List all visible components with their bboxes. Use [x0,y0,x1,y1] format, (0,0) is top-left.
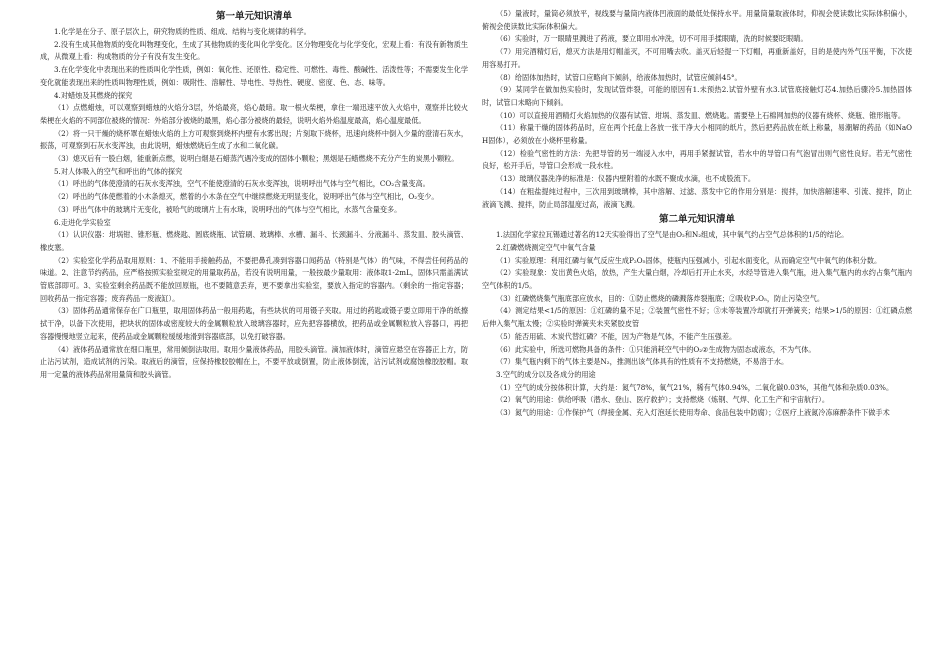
paragraph: （5）量液时，量筒必须放平，视线要与量筒内液体凹液面的最低处保持水平。用量筒量取液体时，仰视会使读数比实际体积偏小，俯视会使读数比实际体积偏大。 [482,9,912,31]
unit-two-title: 第二单元知识清单 [658,214,735,226]
paragraph: 5.对人体吸入的空气和呼出的气体的探究 [54,166,183,176]
paragraph: 1.法国化学家拉瓦锡通过著名的12天实验得出了空气是由O₂和N₂组成，其中氧气约占空气总体积的1/5的结论。 [496,230,849,240]
paragraph: （5）能否用硫、木炭代替红磷？不能，因为产物是气体，不能产生压强差。 [496,331,737,341]
paragraph: （6）实验时，万一眼睛里溅进了药液，要立即用水冲洗，切不可用手揉眼睛，洗的时候要眨眼睛。 [496,34,808,44]
paragraph: （3）氮气的用途：①作保护气（焊接金属、充入灯泡延长使用寿命、食品包装中防腐）；②医疗上液氮冷冻麻醉条件下做手术 [496,408,890,418]
paragraph: （8）给固体加热时，试管口应略向下倾斜，给液体加热时，试管应倾斜45°。 [496,72,742,82]
paragraph: （14）在粗盐提纯过程中，三次用到玻璃棒，其中溶解、过滤、蒸发中它的作用分别是：搅拌，加快溶解速率、引流、搅拌，防止液滴飞溅、搅拌，防止局部温度过高，液滴飞溅。 [482,186,912,209]
paragraph: （6）此实验中，所选可燃物具备的条件：①只能消耗空气中的O₂②生成物为固态或液态，不为气体。 [496,344,816,354]
left-column [40,8,468,650]
paragraph: （7）用完酒精灯后，熄灭方法是用灯帽盖灭，不可用嘴去吹。盖灭后轻提一下灯帽，再重新盖好，目的是使内外气压平衡，下次使用容易打开。 [482,47,912,69]
paragraph: 3.空气的成分以及各成分的用途 [496,369,596,379]
paragraph: （2）实验室化学药品取用原则：1、不能用手接触药品，不要把鼻孔凑到容器口闻药品（特别是气体）的气味，不得尝任何药品的味道。2、注意节约药品，应严格按照实验室规定的用量取药品，若没有说明用量，一般按最少量取用：液体取1-2mL，固体只需盖满试管底部即可。3、实验室剩余药品既不能放回原瓶，也不要随意丢弃，更不要拿出实验室，要放入指定的容器内。（剩余的一指定容器；回收药品一指定容器；废弃药品一废液缸）。 [40,255,468,303]
paragraph: （1）空气的成分按体积计算，大约是：氮气78%，氧气21%，稀有气体0.94%，二氧化碳0.03%，其他气体和杂质0.03%。 [496,382,894,392]
paragraph: （4）液体药品通常放在细口瓶里，常用倾倒法取用。取用少量液体药品，用胶头滴管。滴加液体时，滴管应悬空在容器正上方，防止沾污试剂，造成试剂的污染。取液后的滴管，应保持橡胶胶帽在上，不要平放或倒置，防止液体倒流，沾污试剂或腐蚀橡胶胶帽。取用一定量的液体药品常用量筒和胶头滴管。 [40,344,468,379]
paragraph: （1）实验原理：利用红磷与氧气反应生成P₂O₅固体，使瓶内压强减小，引起水面变化，从而确定空气中氧气的体积分数。 [496,255,882,265]
paragraph: （3）红磷燃烧集气瓶底部应放水，目的：①防止燃烧的磷溅落炸裂瓶底；②吸收P₂O₅，防止污染空气。 [496,293,824,303]
paragraph: （13）玻璃仪器洗净的标准是：仪器内壁附着的水既不聚成水滴，也不成股流下。 [496,174,756,184]
paragraph: （12）检验气密性的方法：先把导管的另一端浸入水中，再用手紧握试管，若水中的导管口有气泡冒出则气密性良好。若无气密性良好，松开手后，导管口会形成一段水柱。 [482,148,912,171]
paragraph: （2）将一只干燥的烧杯罩在蜡烛火焰的上方可观察到烧杯内壁有水雾出现；片刻取下烧杯，迅速向烧杯中倒入少量的澄清石灰水，振荡，可观察到石灰水变浑浊，由此说明，蜡烛燃烧后生成了水和二氧化碳。 [40,128,468,151]
paragraph: （3）固体药品通常保存在广口瓶里，取用固体药品一般用药匙，有些块状的可用镊子夹取。用过的药匙或镊子要立即用干净的纸擦拭干净，以备下次使用，把块状的固体或密度较大的金属颗粒放入玻璃容器时，应先把容器横放，把药品或金属颗粒放入容器口，再把容器慢慢地竖立起来，使药品或金属颗粒缓缓地滑到容器底部，以免打破容器。 [40,306,468,341]
paragraph: （2）呼出的气体使燃着的小木条熄灭，燃着的小木条在空气中继续燃烧无明显变化，说明呼出气体与空气相比，O₂变少。 [54,192,439,202]
paragraph: （9）某同学在做加热实验时，发现试管炸裂，可能的原因有1.未预热2.试管外壁有水3.试管底接触灯芯4.加热后骤冷5.加热固体时，试管口未略向下倾斜。 [482,85,912,107]
paragraph: （1）认识仪器：坩埚钳、锥形瓶、燃烧匙、圆底烧瓶、试管刷、玻璃棒、水槽、漏斗、长颈漏斗、分液漏斗、蒸发皿、胶头滴管、橡皮塞。 [40,230,468,252]
paragraph: （3）呼出气体中的玻璃片无变化，被哈气的玻璃片上有水珠，说明呼出的气体与空气相比，水蒸气含量变多。 [54,204,402,214]
unit-one-title: 第一单元知识清单 [215,11,292,22]
paragraph: 2.没有生成其他物质的变化叫物理变化，生成了其他物质的变化叫化学变化。区分物理变化与化学变化，宏观上看：有没有新物质生成，从微观上看：构成物质的分子有没有发生变化。 [40,39,468,62]
paragraph: 2.红磷燃烧测定空气中氧气含量 [496,242,596,252]
paragraph: （11）称量干燥的固体药品时，应在两个托盘上各放一张干净大小相同的纸片，然后把药品放在纸上称量，易潮解的药品（如NaOH固体），必须放在小烧杯里称量。 [482,123,912,146]
paragraph: 6.走进化学实验室 [54,217,111,227]
paragraph: （1）点燃蜡烛，可以观察到蜡烛的火焰分3层，外焰最亮，焰心最暗。取一根火柴梗，拿住一端迅速平放入火焰中，观察并比较火柴梗在火焰的不同部位被烧的情况：外焰部分被烧的最黑，焰心部分被烧的最轻，说明火焰外焰温度最高，焰心温度最低。 [40,103,468,125]
paragraph: （2）氧气的用途：供给呼吸（潜水、登山、医疗救护）；支持燃烧（炼钢、气焊、化工生产和宇宙航行）。 [496,395,830,405]
paragraph: 4.对蜡烛及其燃烧的探究 [54,90,133,100]
paragraph: 3.在化学变化中表现出来的性质叫化学性质，例如：氧化性、还原性、稳定性、可燃性、毒性、酸碱性、活泼性等；不需要发生化学变化就能表现出来的性质叫物理性质，例如：吸附性、溶解性、导电性、导热性、硬度、密度、色、态、味等。 [40,65,468,87]
paragraph: （4）测定结果<1/5的原因：①红磷的量不足；②装置气密性不好；③未等装置冷却就打开弹簧夹；结果>1/5的原因：①红磷点燃后伸入集气瓶太慢；②实验时弹簧夹未夹紧胶皮管 [482,306,912,329]
right-column [482,8,912,650]
paragraph: 1.化学是在分子、原子层次上，研究物质的性质、组成、结构与变化规律的科学。 [54,27,311,36]
paragraph: （1）呼出的气体使澄清的石灰水变浑浊，空气不能使澄清的石灰水变浑浊，说明呼出气体与空气相比，CO₂含量变高。 [54,179,430,189]
paragraph: （2）实验现象：发出黄色火焰，放热，产生大量白烟，冷却后打开止水夹，水经导管进入集气瓶，进入集气瓶内的水约占集气瓶内空气体积的1/5。 [482,268,912,291]
paragraph: （3）熄灭后有一股白烟，能重新点燃，说明白烟是石蜡蒸汽遇冷变成的固体小颗粒；黑烟是石蜡燃烧不充分产生的炭黑小颗粒。 [54,154,459,164]
paragraph: （10）可以直接用酒精灯火焰加热的仪器有试管、坩埚、蒸发皿、燃烧匙。需要垫上石棉网加热的仪器有烧杯、烧瓶、锥形瓶等。 [496,110,905,120]
paragraph: （7）集气瓶内剩下的气体主要是N₂，推测出该气体具有的性质有不支持燃烧，不易溶于水。 [496,357,789,367]
